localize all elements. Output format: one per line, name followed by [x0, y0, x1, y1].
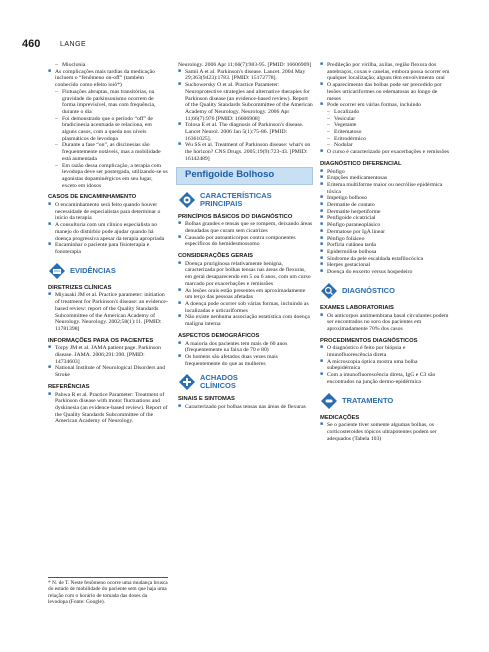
lab-list: [320, 313, 450, 333]
diagnosis-section-header: [320, 282, 450, 300]
list-item: ■ Miyasaki JM et al. Practice parameter: initiation of treatment for Parkinson's disease: an evidence-based review: report of the Quality Standards Subcommittee of the American Academy of Neurology. Neurology. 2002;58(1):11. [PMID: 11781398]: [48, 292, 168, 332]
forms-list: [320, 62, 450, 156]
list-item: ■ Se o paciente tiver somente algumas bolhas, os corticosteroides tópicos ultrapotentes podem ser adequados (Tabela 103): [320, 422, 450, 442]
list-item: ■ Bolhas grandes e tensas que se rompem, deixando áreas denudadas que curam sem cicatrizes: [178, 221, 313, 234]
lab-heading: EXAMES LABORATORIAIS: [320, 304, 394, 311]
list-item: ■ A doença pode ocorrer sob várias formas, incluindo as localizadas e urticariformes: [178, 301, 313, 314]
list-item: – Durante a fase “on”, as discinesias são frequentemente notáveis, mas a mobilidade está aumentada: [48, 142, 168, 162]
book-title: LANGE: [60, 41, 87, 48]
list-item: ■ Síndrome da pele escaldada estafilocócica: [320, 256, 450, 263]
list-item: ■ Impetigo bolhoso: [320, 195, 450, 202]
list-item: – Nodular: [320, 142, 450, 149]
list-item: ■ Tolosa E et al. The diagnosis of Parkinson's disease. Lancet Neurol. 2006 Jan 5(1):75-86. [PMID: 16361025].: [178, 122, 313, 142]
column-right: [320, 62, 450, 442]
guidelines-heading: DIRETRIZES CLÍNICAS: [48, 284, 112, 291]
general-list: [178, 261, 313, 328]
list-item: – Eritrodérmico: [320, 136, 450, 143]
list-item: ■ Com a imunofluorescência direta, IgG e C3 são encontrados na junção dermo-epidérmica: [320, 372, 450, 385]
clinical-title-line2: CLÍNICOS: [200, 381, 236, 391]
topic-title: Penfigoide Bolhoso: [185, 169, 275, 181]
list-item: – Mioclonia: [48, 62, 168, 69]
page-header: [22, 38, 468, 52]
list-item: ■ Erupções medicamentosas: [320, 175, 450, 182]
list-item: ■ O diagnóstico é feito por biópsia e imunofluorescência direta: [320, 345, 450, 358]
list-item: ■ Penfigoide cicatricial: [320, 215, 450, 222]
list-item: ■ Encaminhar o paciente para fisioterapia e fonoterapia: [48, 242, 168, 255]
diagnosis-icon: [320, 282, 338, 300]
signs-heading: SINAIS E SINTOMAS: [178, 396, 235, 403]
list-item: ■ Dermatite herpetiforme: [320, 209, 450, 216]
treatment-title: TRATAMENTO: [342, 395, 394, 405]
signs-list: [178, 404, 313, 411]
list-item: – Foi demonstrado que o período “off” de bradicinesia acentuada se relaciona, em alguns casos, com a queda nos níveis plasmáticos de levodopa: [48, 116, 168, 143]
list-item: ■ Torpy JM et al. JAMA patient page. Parkinson disease. JAMA. 2006;291:390. [PMID: 14734603]: [48, 345, 168, 365]
medications-heading: MEDICAÇÕES: [320, 414, 360, 421]
features-title: [200, 192, 272, 208]
references-heading: REFERÊNCIAS: [48, 383, 90, 390]
continued-list: [48, 62, 168, 189]
list-item: ■ Doença do enxerto versus hospedeiro: [320, 269, 450, 276]
list-item: ■ O curso é caracterizado por exacerbações e remissões: [320, 149, 450, 156]
diagnosis-title: DIAGNÓSTICO: [342, 285, 395, 295]
list-item: ■ Os anticorpos antimembrana basal circulantes podem ser encontrados no soro dos pacientes em aproximadamente 70% dos casos: [320, 313, 450, 333]
list-item: ■ Causado por autoanticorpos contra componentes específicos do hemidesmossomo: [178, 235, 313, 248]
list-item: ■ Eritema multiforme maior ou necrólise epidérmica tóxica: [320, 182, 450, 195]
patient-info-heading: INFORMAÇÕES PARA OS PACIENTES: [48, 337, 154, 344]
list-item: ■ As lesões orais estão presentes em aproximadamente um terço das pessoas afetadas: [178, 288, 313, 301]
list-item: ■ Predileção por virilha, axilas, região flexora dos antebraços, coxas e canelas, embora possa ocorrer em qualquer localização; alguns têm envolvimento oral: [320, 62, 450, 82]
references-list: [48, 392, 168, 426]
list-item: ■ Pahwa R et al. Practice Parameter: Treatment of Parkinson disease with motor fluctuations and dyskinesia (an evidence-based review). Report of the Quality Standards Subcommittee of the American Academy of Neurology.: [48, 392, 168, 426]
list-item: ■ Não existe nenhuma associação estatística com doença maligna interna: [178, 314, 313, 327]
clinical-title: [200, 374, 238, 390]
list-item: – Flutuações abruptas, mas transitórias, na gravidade do parkinsonismo ocorrem de forma imprevisível, mas com frequência, durante o dia: [48, 89, 168, 116]
medications-list: [320, 422, 450, 442]
continued-references: [178, 62, 313, 163]
list-item: – Localizado: [320, 109, 450, 116]
procedures-list: [320, 345, 450, 385]
ddx-heading: DIAGNÓSTICO DIFERENCIAL: [320, 160, 402, 167]
topic-banner: [176, 167, 313, 185]
clinical-findings-icon: [178, 373, 196, 391]
list-item: ■ O encaminhamento será feito quando houver necessidade de especialistas para determinar o início da terapia: [48, 202, 168, 222]
ddx-list: [320, 169, 450, 276]
general-heading: CONSIDERAÇÕES GERAIS: [178, 253, 254, 260]
list-item: ■ Suchowersky O et al. Practice Parameter: Neuroprotective strategies and alternative therapies for Parkinson disease (an evidence-based review). Report of the Quality Standards Subcommittee of the American Academy of Neurology. Neurology. 2006 Apr 11;66(7):976 [PMID: 16606908]: [178, 82, 313, 122]
list-item: ■ Os homens são afetados duas vezes mais frequentemente do que as mulheres: [178, 354, 313, 367]
list-item: Neurology. 2006 Apr 11;66(7):983-95. [PMID: 16606909]: [178, 62, 312, 68]
key-features-icon: [178, 191, 196, 209]
list-item: ■ Pênfigo paraneoplásico: [320, 222, 450, 229]
list-item: – Em razão dessa complicação, a terapia com levodopa deve ser postergada, utilizando-se os agonistas dopaminérgicos em seu lugar, exceto em idosos: [48, 163, 168, 190]
list-item: ■ Pênfigo foliáceo: [320, 236, 450, 243]
list-item: ■ Pênfigo: [320, 169, 450, 176]
list-item: – Vesicular: [320, 116, 450, 123]
list-item: ■ Dermatite de contato: [320, 202, 450, 209]
principles-list: [178, 221, 313, 248]
evidence-title: EVIDÊNCIAS: [70, 265, 116, 275]
features-title-line1: CARACTERÍSTICAS: [200, 190, 272, 200]
list-item: ■ National Institute of Neurological Disorders and Stroke: [48, 365, 168, 378]
evidence-icon: [48, 262, 66, 280]
principles-heading: PRINCÍPIOS BÁSICOS DO DIAGNÓSTICO: [178, 213, 293, 220]
list-item: ■ O aparecimento das bolhas pode ser precedido por lesões urticariformes ou edematosas ao longo de meses: [320, 82, 450, 102]
referral-heading: CASOS DE ENCAMINHAMENTO: [48, 194, 137, 201]
list-item: ■ As complicações mais tardias da medicação incluem o “fenômeno on-off” (também conhecido como efeito ioiô*): [48, 69, 168, 89]
list-item: ■ Dermatose por IgA linear: [320, 229, 450, 236]
page-number: 460: [22, 38, 41, 50]
guidelines-list: [48, 292, 168, 332]
list-item: ■ Samii A et al. Parkinson's disease. Lancet. 2004 May 29;363(9423):1783. [PMID: 15172778].: [178, 69, 313, 82]
evidence-section-header: [48, 262, 168, 280]
list-item: ■ Caracterizado por bolhas tensas nas áreas de flexuras: [178, 404, 313, 411]
list-item: ■ A consultoria com um clínico especialista no manejo do distúrbio pode ajudar quando há doença progressiva apesar da terapia apropriada: [48, 222, 168, 242]
footnote: * N. de T. Neste fenômeno ocorre uma mudança brusca do estado de mobilidade do paciente sem que haja uma relação com o horário de tomada das doses da levodopa (Fonte: Google).: [48, 577, 168, 606]
list-item: ■ A microscopia óptica mostra uma bolha subepidérmica: [320, 359, 450, 372]
list-item: ■ Wu SS et al. Treatment of Parkinson disease: what's on the horizon? CNS Drugs. 2005;19(9):723-43. [PMID: 16142489]: [178, 142, 313, 162]
referral-list: [48, 202, 168, 256]
features-section-header: [178, 191, 313, 209]
procedures-heading: PROCEDIMENTOS DIAGNÓSTICOS: [320, 337, 418, 344]
list-item: ■ A maioria dos pacientes tem mais de 60 anos (frequentemente na faixa de 70 e 80): [178, 341, 313, 354]
clinical-title-line1: ACHADOS: [200, 373, 238, 383]
features-title-line2: PRINCIPAIS: [200, 198, 243, 208]
list-item: ■ Doença pruriginosa relativamente benigna, caracterizada por bolhas tensas nas áreas de flexuras, em geral desaparecendo em 5 ou 6 anos, com um curso marcado por exacerbações e remissões: [178, 261, 313, 288]
list-item: ■ Pode ocorrer em várias formas, incluindo: [320, 102, 450, 109]
treatment-section-header: [320, 392, 450, 410]
list-item: ■ Herpes gestacional: [320, 262, 450, 269]
column-middle: [178, 62, 313, 411]
treatment-icon: [320, 392, 338, 410]
patient-info-list: [48, 345, 168, 379]
list-item: – Vegetante: [320, 122, 450, 129]
list-item: ■ Epidermólise bolhosa: [320, 249, 450, 256]
clinical-section-header: [178, 373, 313, 391]
list-item: – Eritematoso: [320, 129, 450, 136]
column-left: [48, 62, 168, 606]
demographics-heading: ASPECTOS DEMOGRÁFICOS: [178, 332, 260, 339]
list-item: ■ Porfiria cutânea tarda: [320, 242, 450, 249]
demographics-list: [178, 341, 313, 368]
